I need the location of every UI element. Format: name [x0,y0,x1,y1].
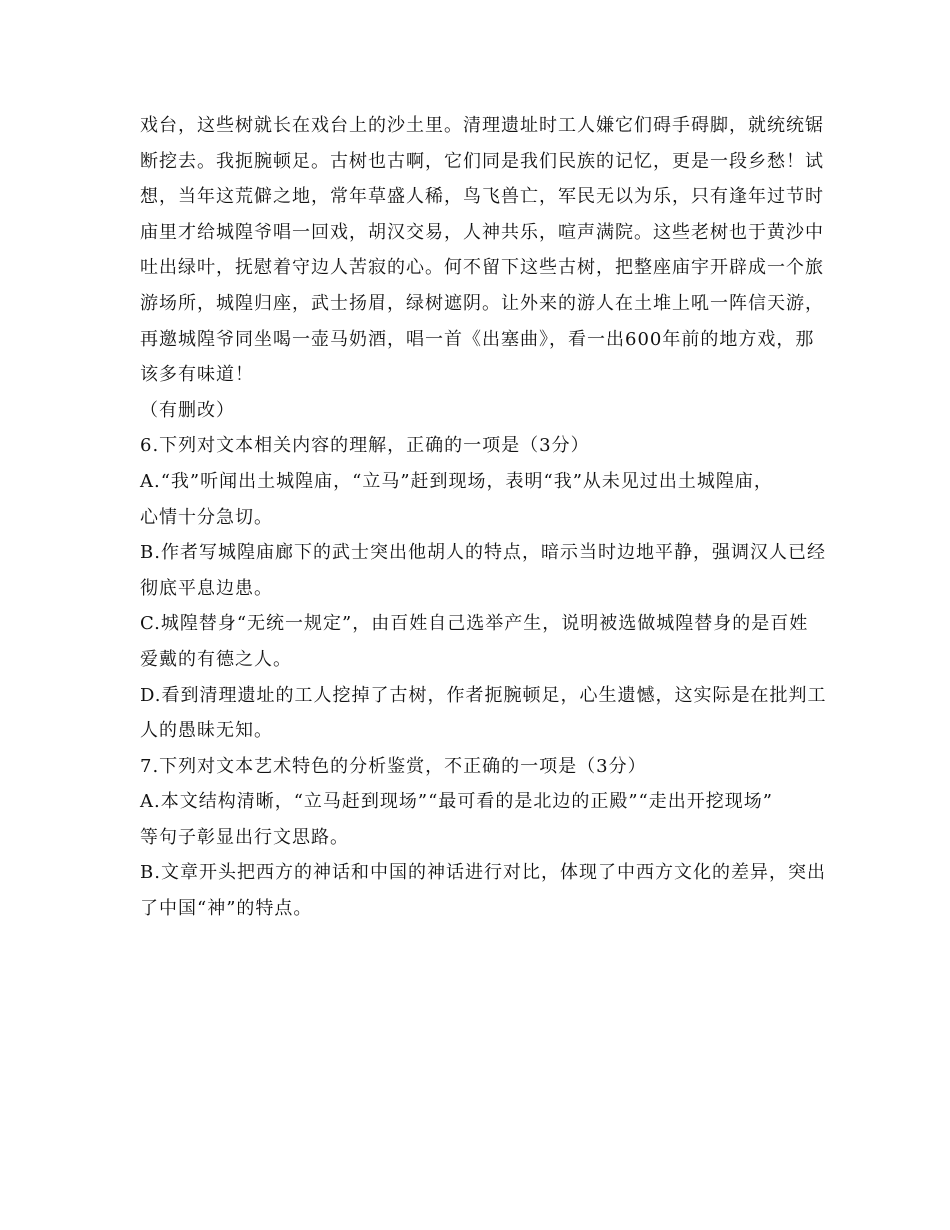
passage-line: 想，当年这荒僻之地，常年草盛人稀，鸟飞兽亡，军民无以为乐，只有逢年过节时 [140,186,824,208]
passage-line: 再邀城隍爷同坐喝一壶马奶酒，唱一首《出塞曲》，看一出600年前的地方戏，那 [140,328,815,350]
option-a [140,464,816,535]
passage-line: 该多有味道！ [140,364,254,386]
passage-line: 吐出绿叶，抚慰着守边人苦寂的心。何不留下这些古树，把整座庙宇开辟成一个旅 [140,257,824,279]
passage-line: 游场所，城隍归座，武士扬眉，绿树遮阴。让外来的游人在土堆上吼一阵信天游， [140,292,824,314]
option-c [140,606,816,677]
passage-continuation [140,108,824,428]
passage-line: 庙里才给城隍爷唱一回戏，胡汉交易，人神共乐，喧声满院。这些老树也于黄沙中 [140,221,824,243]
option-line: 心情十分急切。 [140,506,273,528]
option-line: A.本文结构清晰，“立马赶到现场”“最可看的是北边的正殿”“走出开挖现场” [140,791,773,813]
question-stem: 7.下列对文本艺术特色的分析鉴赏，不正确的一项是（3分） [140,755,647,777]
exam-page [140,108,827,927]
passage-line: 断挖去。我扼腕顿足。古树也古啊，它们同是我们民族的记忆，更是一段乡愁！试 [140,150,824,172]
option-b [140,855,826,926]
option-line: 等句子彰显出行文思路。 [140,826,349,848]
question-6 [140,428,827,748]
option-line: 爱戴的有德之人。 [140,648,292,670]
question-7 [140,749,826,927]
option-line: 人的愚昧无知。 [140,720,273,742]
option-line: C.城隍替身“无统一规定”，由百姓自己选举产生，说明被选做城隍替身的是百姓 [140,613,809,635]
option-line: B.文章开头把西方的神话和中国的神话进行对比，体现了中西方文化的差异，突出 [140,862,826,884]
source-note: （有删改） [140,399,235,421]
option-d [140,678,827,749]
option-line: 了中国“神”的特点。 [140,898,313,920]
option-a [140,784,816,855]
option-line: B.作者写城隍庙廊下的武士突出他胡人的特点，暗示当时边地平静，强调汉人已经 [140,542,826,564]
option-line: A.“我”听闻出土城隍庙，“立马”赶到现场，表明“我”从未见过出土城隍庙， [140,470,773,492]
passage-line: 戏台，这些树就长在戏台上的沙土里。清理遗址时工人嫌它们碍手碍脚，就统统锯 [140,115,824,136]
option-line: D.看到清理遗址的工人挖掉了古树，作者扼腕顿足，心生遗憾，这实际是在批判工 [140,684,827,706]
option-line: 彻底平息边患。 [140,577,273,599]
option-b [140,535,826,606]
question-stem: 6.下列对文本相关内容的理解，正确的一项是（3分） [140,435,590,457]
